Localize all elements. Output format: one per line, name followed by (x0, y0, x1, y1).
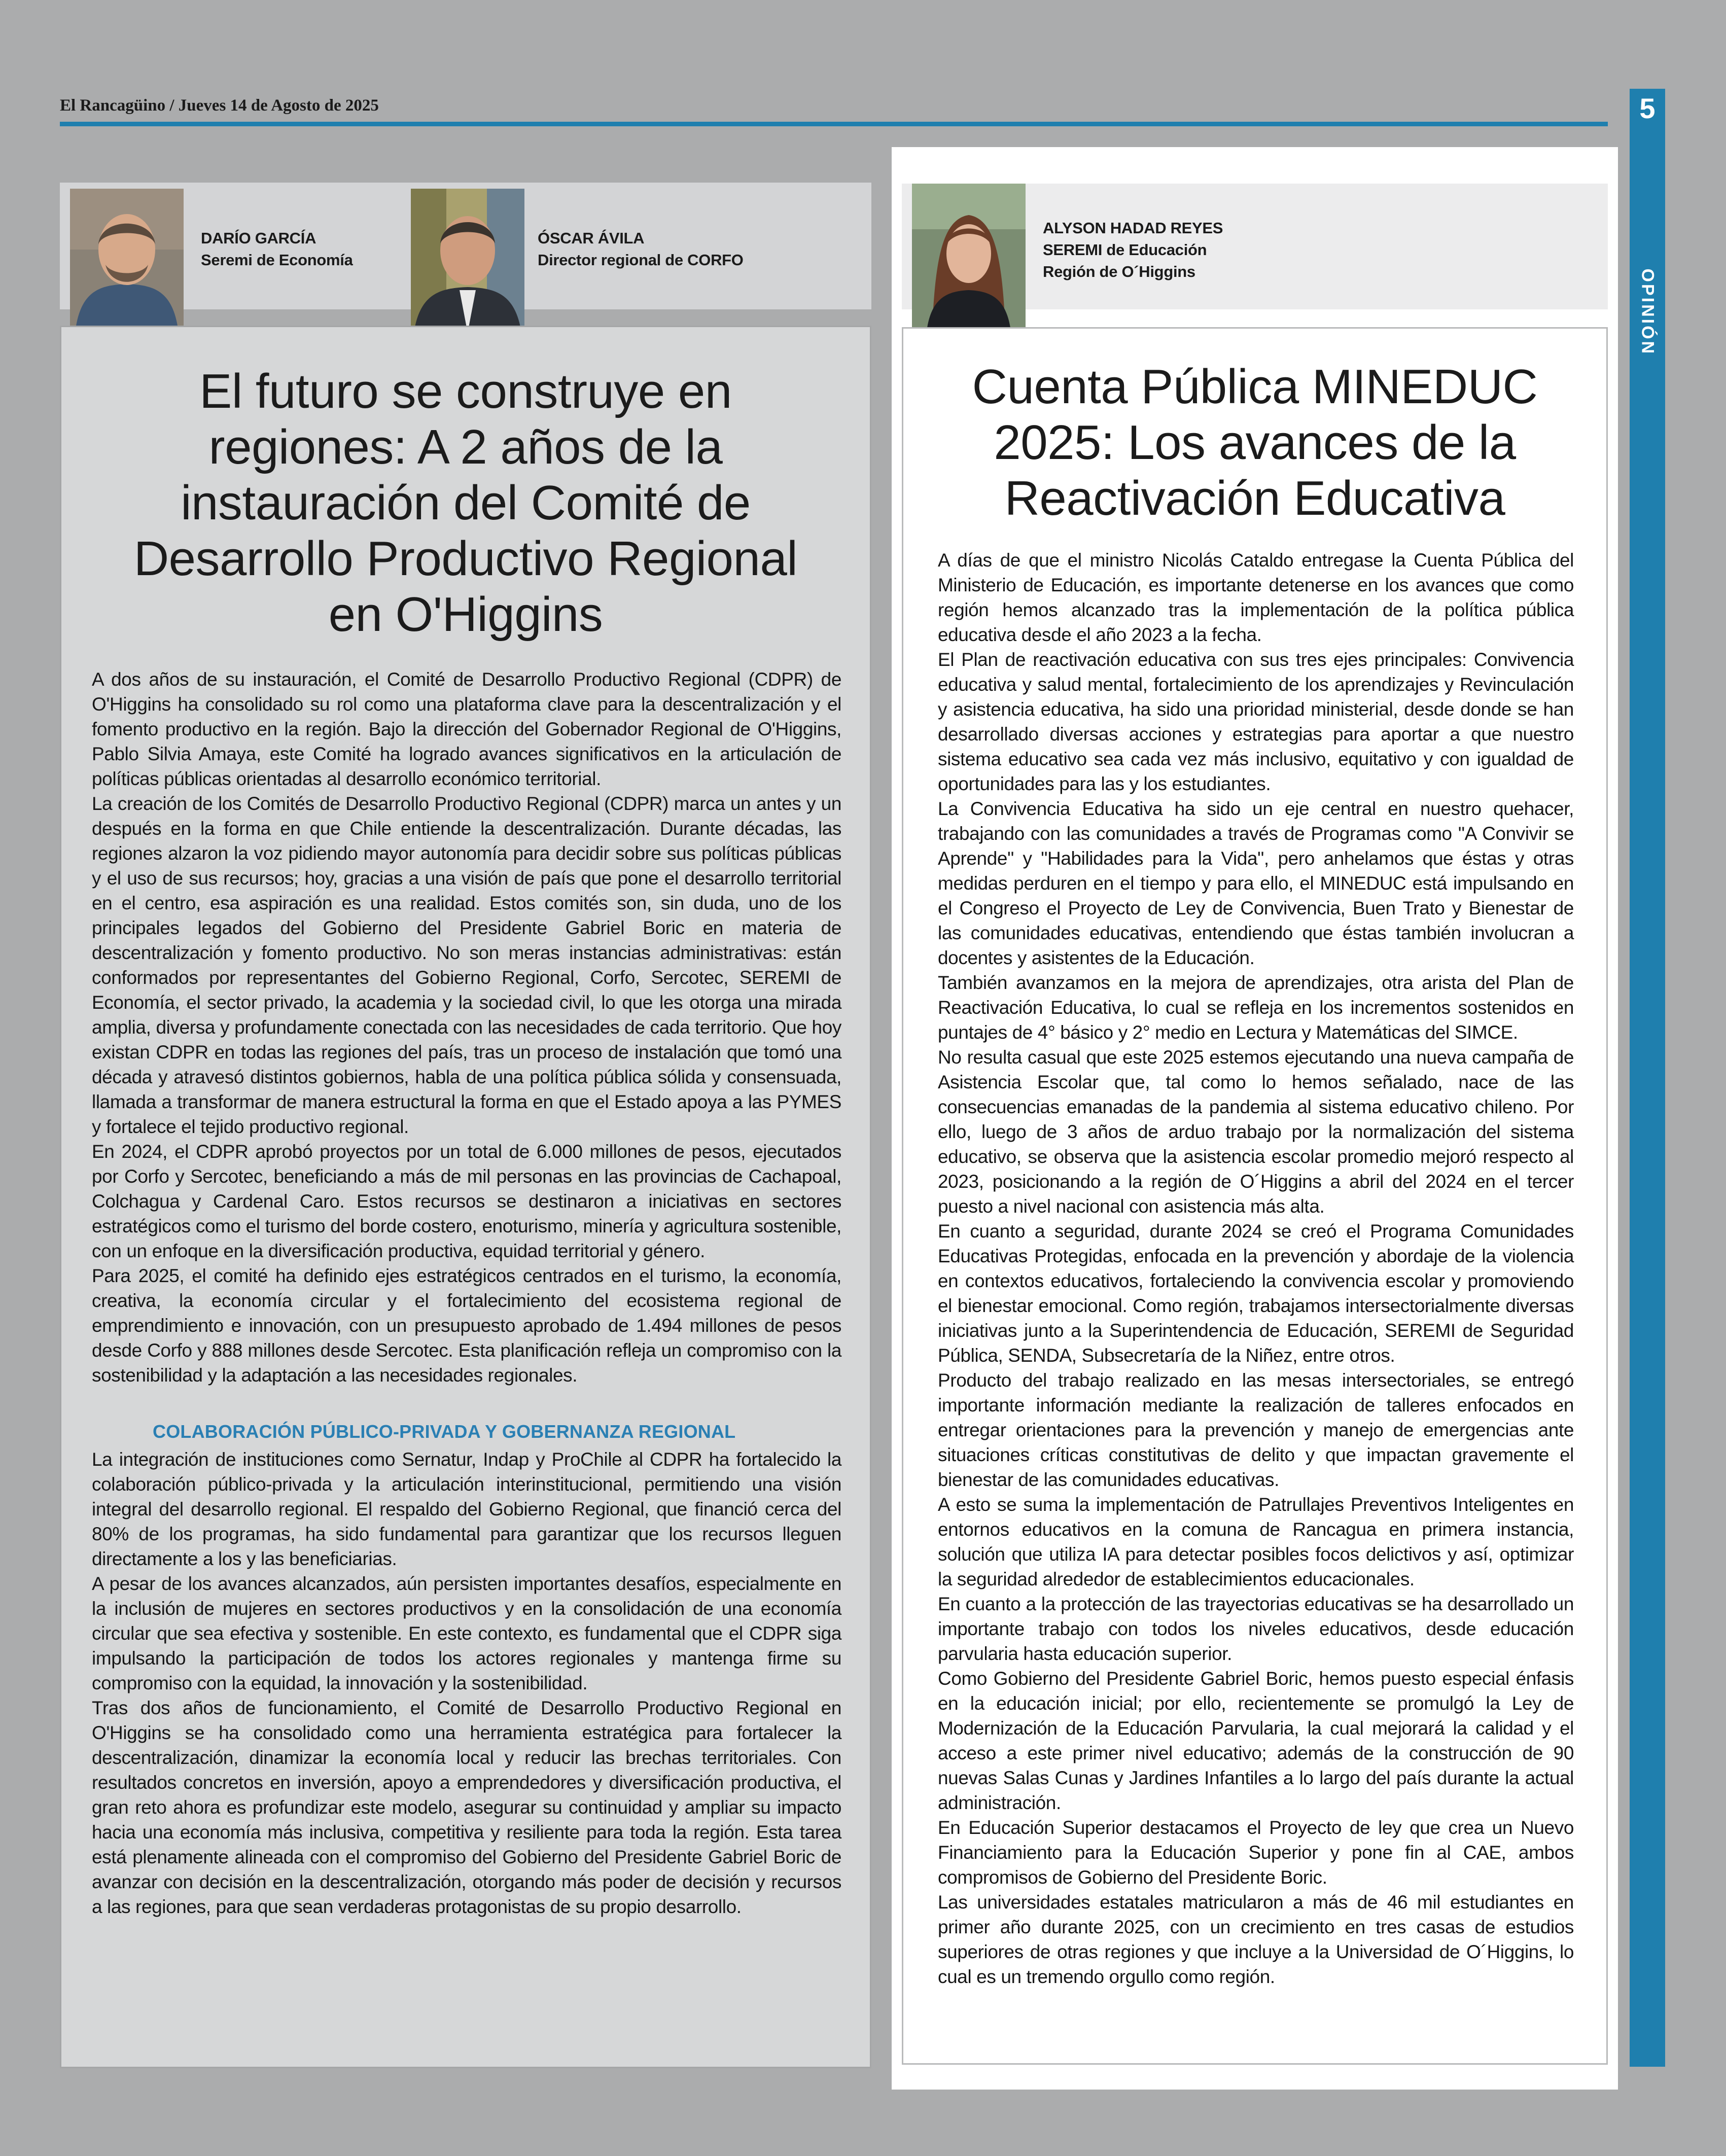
author-name: DARÍO GARCÍA (201, 229, 316, 247)
author-role: SEREMI de Educación (1043, 241, 1207, 259)
author-photo (912, 184, 1026, 328)
paragraph: Producto del trabajo realizado en las mesas intersectoriales, se entregó importante información mediante la realización de talleres enfocados en entregar orientaciones para la prevención y manejo de emergencias ante situaciones críticas constitutivas de delito y que impactan gravemente el bienestar de las comunidades educativas. (938, 1370, 1574, 1490)
right-author-strip (902, 184, 1608, 309)
paragraph: También avanzamos en la mejora de aprendizajes, otra arista del Plan de Reactivación Educativa, lo cual se refleja en los incrementos sostenidos en puntajes de 4° básico y 2° medio en Lectura y Matemáticas del SIMCE. (938, 972, 1574, 1043)
page-number: 5 (1639, 92, 1655, 124)
right-article-card (892, 147, 1618, 2090)
paragraph: La Convivencia Educativa ha sido un eje central en nuestro quehacer, trabajando con las comunidades a través de Programas como "A Convivir se Aprende" y "Habilidades para la Vida", pero anhelamos que éstas y otras medidas perduren en el tiempo y para ello, el MINEDUC está impulsando en el Congreso el Proyecto de Ley de Convivencia, Buen Trato y Bienestar de las comunidades educativas, entendiendo que éstas también involucran a docentes y asistentes de la Educación. (938, 798, 1574, 968)
right-article-body (938, 548, 1574, 1989)
right-headline: Cuenta Pública MINEDUC 2025: Los avances de la Reactivación Educativa (972, 360, 1538, 525)
author-role: Director regional de CORFO (538, 251, 744, 269)
paragraph: A días de que el ministro Nicolás Cataldo entregase la Cuenta Pública del Ministerio de Educación, es importante detenerse en los avances que como región hemos alcanzado tras la implementación de la política pública educativa desde el año 2023 a la fecha. (938, 550, 1574, 645)
side-tab (1630, 89, 1665, 2067)
paragraph: La creación de los Comités de Desarrollo Productivo Regional (CDPR) marca un antes y un después en la forma en que Chile entiende la descentralización. Durante décadas, las regiones alzaron la voz pidiendo mayor autonomía para decidir sobre sus políticas públicas y el uso de sus recursos; hoy, gracias a una visión de país que pone el desarrollo territorial en el centro, esa aspiración es una realidad. Estos comités son, sin duda, uno de los principales legados del Gobierno del Presidente Gabriel Boric en materia de descentralización y fomento productivo. No son meras instancias administrativas: están conformados por representantes del Gobierno Regional, Corfo, Sercotec, SEREMI de Economía, el sector privado, la academia y la sociedad civil, lo que les otorga una mirada amplia, diversa y profundamente conectada con las necesidades de cada territorio. Que hoy existan CDPR en todas las regiones del país, tras un proceso de instalación que tomó una década y atravesó distintos gobiernos, habla de una política pública sólida y consensuada, llamada a transformar de manera estructural la forma en que el Estado apoya a las PYMES y fortalece el tejido productivo regional. (92, 793, 841, 1137)
masthead-rule (60, 122, 1608, 126)
paragraph: En cuanto a seguridad, durante 2024 se creó el Programa Comunidades Educativas Protegidas, enfocada en la prevención y abordaje de la violencia en contextos educativos, fortaleciendo la convivencia escolar y promoviendo el bienestar emocional. Como región, trabajamos intersectorialmente diversas iniciativas junto a la Superintendencia de Educación, SEREMI de Seguridad Pública, SENDA, Subsecretaría de la Niñez, entre otros. (938, 1221, 1574, 1366)
left-article (60, 326, 871, 2068)
paragraph: En Educación Superior destacamos el Proyecto de ley que crea un Nuevo Financiamiento para la Educación Superior y pone fin al CAE, ambos compromisos de Gobierno del Presidente Boric. (938, 1817, 1574, 1888)
author-photo (70, 189, 184, 333)
right-article (902, 327, 1608, 2065)
paragraph: El Plan de reactivación educativa con sus tres ejes principales: Convivencia educativa y salud mental, fortalecimiento de los aprendizajes y Revinculación y asistencia educativa, ha sido una prioridad ministerial, desde donde se han desarrollado diversas acciones y estrategias para aportar a que nuestro sistema educativo sea cada vez más inclusivo, equitativo y con igualdad de oportunidades para las y los estudiantes. (938, 649, 1574, 794)
paragraph: A esto se suma la implementación de Patrullajes Preventivos Inteligentes en entornos educativos en la comuna de Rancagua en primera instancia, solución que utiliza IA para detectar posibles focos delictivos y así, optimizar la seguridad alrededor de establecimientos educacionales. (938, 1494, 1574, 1589)
section-label: OPINIÓN (1638, 268, 1658, 356)
paragraph: En cuanto a la protección de las trayectorias educativas se ha desarrollado un importante trabajo con todos los niveles educativos, desde educación parvularia hasta educación superior. (938, 1594, 1574, 1664)
paragraph: En 2024, el CDPR aprobó proyectos por un total de 6.000 millones de pesos, ejecutados por Corfo y Sercotec, beneficiando a más de mil personas en las provincias de Cachapoal, Colchagua y Cardenal Caro. Estos recursos se destinaron a iniciativas en sectores estratégicos como el turismo del borde costero, enoturismo, minería y agricultura sostenible, con un enfoque en la diversificación productiva, equidad territorial y género. (92, 1141, 841, 1261)
left-headline: El futuro se construye en regiones: A 2 años de la instauración del Comité de Desarrollo Productivo Regional en O'Higgins (133, 364, 798, 642)
paragraph: A dos años de su instauración, el Comité de Desarrollo Productivo Regional (CDPR) de O'Higgins ha consolidado su rol como una plataforma clave para la descentralización y el fomento productivo en la región. Bajo la dirección del Gobernador Regional de O'Higgins, Pablo Silvia Amaya, este Comité ha logrado avances significativos en la articulación de políticas públicas orientadas al desarrollo económico territorial. (92, 669, 841, 789)
paragraph: Para 2025, el comité ha definido ejes estratégicos centrados en el turismo, la economía, creativa, la economía circular y el fortalecimiento del ecosistema regional de emprendimiento e innovación, con un presupuesto aprobado de 1.494 millones de pesos desde Corfo y 888 millones desde Sercotec. Esta planificación refleja un compromiso con la sostenibilidad y la adaptación a las necesidades regionales. (92, 1265, 841, 1386)
author-region: Región de O´Higgins (1043, 263, 1195, 280)
left-author-strip (60, 183, 871, 309)
masthead: El Rancagüino / Jueves 14 de Agosto de 2025 (60, 96, 379, 115)
section-subhead: COLABORACIÓN PÚBLICO-PRIVADA Y GOBERNANZA REGIONAL (153, 1421, 736, 1442)
author-role: Seremi de Economía (201, 251, 353, 269)
paragraph: No resulta casual que este 2025 estemos ejecutando una nueva campaña de Asistencia Escolar que, tal como lo hemos señalado, nace de las consecuencias emanadas de la pandemia al sistema educativo chileno. Por ello, luego de 3 años de arduo trabajo por la normalización del sistema educativo, se observa que la asistencia escolar promedio mejoró respecto al 2023, posicionando a la región de O´Higgins a abril del 2024 en el tercer puesto a nivel nacional con asistencia más alta. (938, 1047, 1574, 1217)
paragraph: A pesar de los avances alcanzados, aún persisten importantes desafíos, especialmente en la inclusión de mujeres en sectores productivos y en la consolidación de una economía circular que sea efectiva y sostenible. En este contexto, es fundamental que el CDPR siga impulsando la participación de todos los actores regionales y mantenga firme su compromiso con la equidad, la innovación y la sostenibilidad. (92, 1573, 841, 1693)
author-name: ÓSCAR ÁVILA (538, 229, 645, 247)
author-photo (411, 189, 524, 333)
paragraph: Tras dos años de funcionamiento, el Comité de Desarrollo Productivo Regional en O'Higgins se ha consolidado como una herramienta estratégica para fortalecer la descentralización, dinamizar la economía local y reducir las brechas territoriales. Con resultados concretos en inversión, apoyo a emprendedores y diversificación productiva, el gran reto ahora es profundizar este modelo, asegurar su continuidad y ampliar su impacto hacia una economía más inclusiva, competitiva y resiliente para toda la región. Esta tarea está plenamente alineada con el compromiso del Gobierno del Presidente Gabriel Boric de avanzar con decisión en la descentralización, otorgando más poder de decisión y recursos a las regiones, para que sean verdaderas protagonistas de su propio desarrollo. (92, 1698, 841, 1917)
paragraph: Las universidades estatales matricularon a más de 46 mil estudiantes en primer año durante 2025, con un crecimiento en tres casas de estudios superiores de otras regiones y que incluye a la Universidad de O´Higgins, lo cual es un tremendo orgullo como región. (938, 1892, 1574, 1987)
left-article-body (92, 667, 841, 1919)
paragraph: Como Gobierno del Presidente Gabriel Boric, hemos puesto especial énfasis en la educación inicial; por ello, recientemente se promulgó la Ley de Modernización de la Educación Parvularia, la cual mejorará la calidad y el acceso a este primer nivel educativo; además de la construcción de 90 nuevas Salas Cunas y Jardines Infantiles a lo largo del país durante la actual administración. (938, 1668, 1574, 1813)
author-name: ALYSON HADAD REYES (1043, 219, 1223, 237)
paragraph: La integración de instituciones como Sernatur, Indap y ProChile al CDPR ha fortalecido la colaboración público-privada y la articulación interinstitucional, permitiendo una visión integral del desarrollo regional. El respaldo del Gobierno Regional, que financió cerca del 80% de los programas, ha sido fundamental para garantizar que los recursos lleguen directamente a los y las beneficiarias. (92, 1449, 841, 1569)
